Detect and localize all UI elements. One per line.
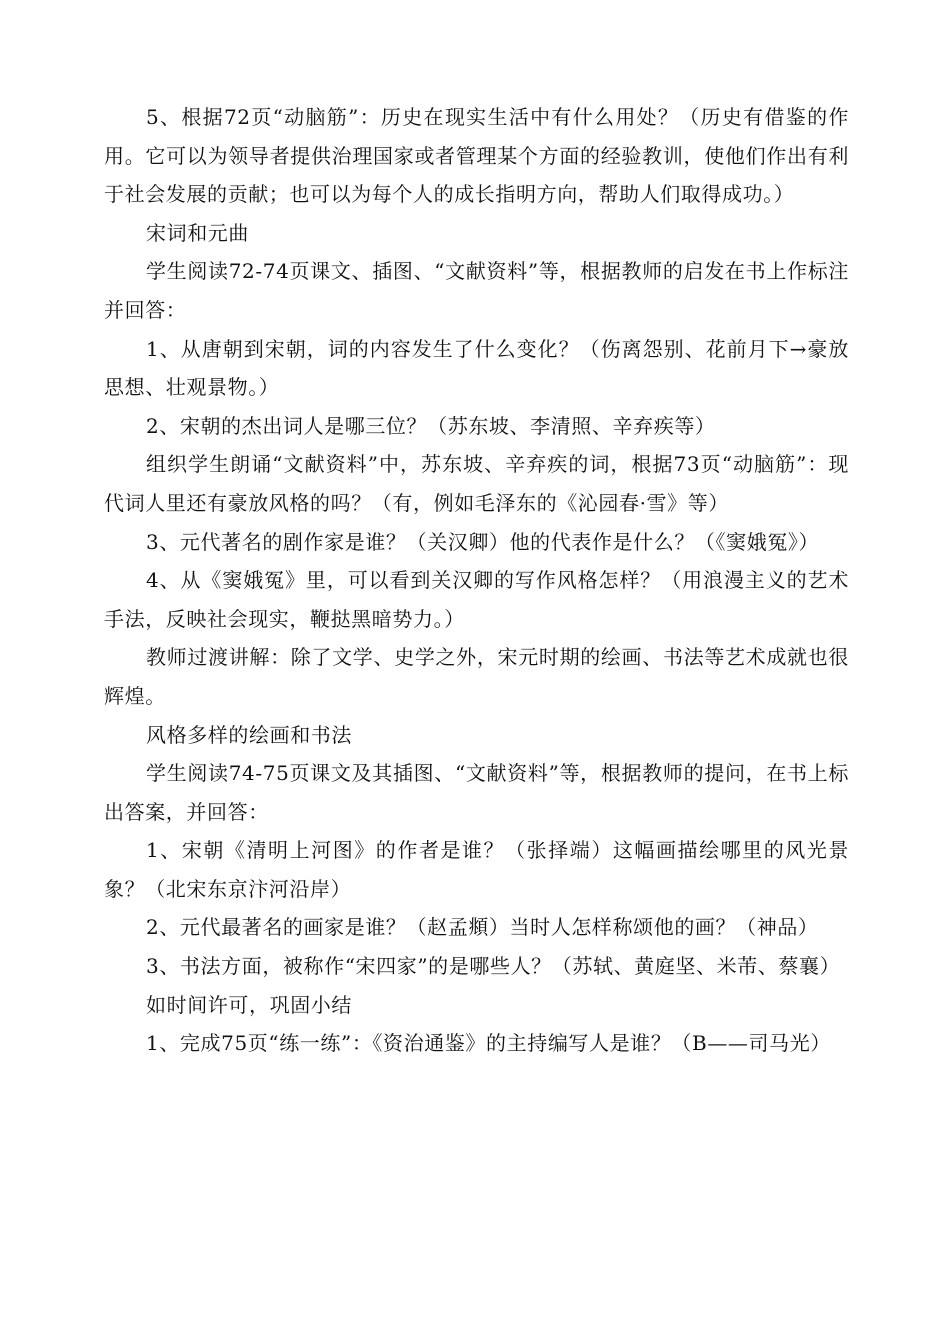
paragraph-exercise-1: 1、完成75页“练一练”：《资治通鉴》的主持编写人是谁？（B——司马光） <box>146 1031 831 1056</box>
paragraph-q3-yuan-playwright: 3、元代著名的剧作家是谁？（关汉卿）他的代表作是什么？（《窦娥冤》） <box>146 529 820 554</box>
paragraph-q1-qingming-painting: 1、宋朝《清明上河图》的作者是谁？（张择端）这幅画描绘哪里的风光景象？（北宋东京汴河沿岸） <box>104 838 849 901</box>
section-heading-summary: 如时间许可，巩固小结 <box>146 992 352 1017</box>
paragraph-q2-song-poets: 2、宋朝的杰出词人是哪三位？（苏东坡、李清照、辛弃疾等） <box>146 413 716 438</box>
paragraph-recitation: 组织学生朗诵“文献资料”中，苏东坡、辛弃疾的词，根据73页“动脑筋”：现代词人里还有豪放风格的吗？（有，例如毛泽东的《沁园春·雪》等） <box>104 452 849 515</box>
section-heading-song-ci-yuan-qu: 宋词和元曲 <box>146 220 249 245</box>
paragraph-q3-song-four-masters: 3、书法方面，被称作“宋四家”的是哪些人？（苏轼、黄庭坚、米芾、蔡襄） <box>146 954 841 979</box>
paragraph-q5-history-use: 5、根据72页“动脑筋”：历史在现实生活中有什么用处？（历史有借鉴的作用。它可以为领导者提供治理国家或者管理某个方面的经验教训，使他们作出有利于社会发展的贡献；也可以为每个人的成长指明方向，帮助人们取得成功。） <box>104 105 849 207</box>
paragraph-q1-ci-change: 1、从唐朝到宋朝，词的内容发生了什么变化？（伤离怨别、花前月下→豪放思想、壮观景物。） <box>104 336 849 400</box>
paragraph-q4-writing-style: 4、从《窦娥冤》里，可以看到关汉卿的写作风格怎样？（用浪漫主义的艺术手法，反映社会现实，鞭挞黑暗势力。） <box>104 568 849 631</box>
document-page <box>104 98 849 1063</box>
paragraph-reading-instruction-1: 学生阅读72-74页课文、插图、“文献资料”等，根据教师的启发在书上作标注并回答： <box>104 259 849 322</box>
paragraph-reading-instruction-2: 学生阅读74-75页课文及其插图、“文献资料”等，根据教师的提问，在书上标出答案，并回答： <box>104 761 849 824</box>
paragraph-q2-yuan-painter: 2、元代最著名的画家是谁？（赵孟頫）当时人怎样称颂他的画？（神品） <box>146 915 819 940</box>
paragraph-teacher-transition: 教师过渡讲解：除了文学、史学之外，宋元时期的绘画、书法等艺术成就也很辉煌。 <box>104 645 849 708</box>
section-heading-painting-calligraphy: 风格多样的绘画和书法 <box>146 722 352 747</box>
